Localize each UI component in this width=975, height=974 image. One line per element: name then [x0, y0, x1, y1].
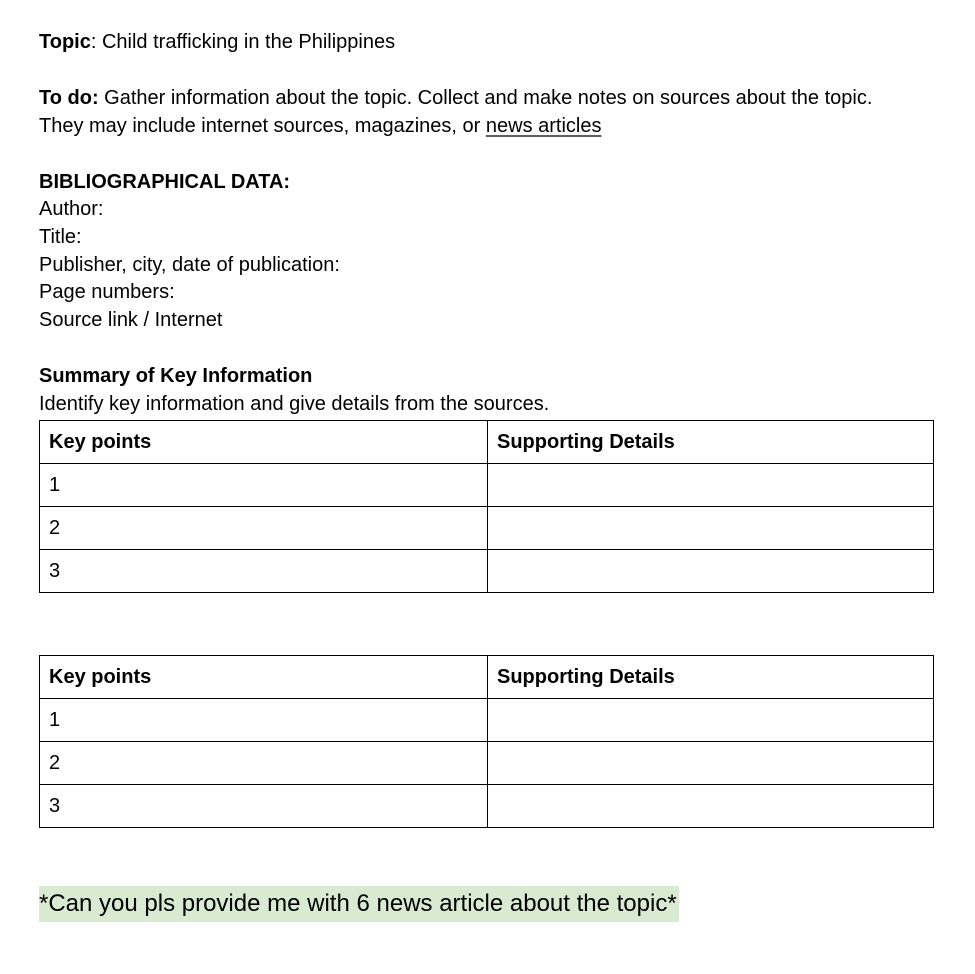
- supporting-detail-cell[interactable]: [488, 785, 934, 828]
- header-supporting-details: Supporting Details: [488, 656, 934, 699]
- key-points-table-1: [39, 420, 934, 593]
- summary-heading: Summary of Key Information: [39, 365, 313, 387]
- table-row: [40, 785, 934, 828]
- topic-line: [39, 30, 395, 54]
- todo-text: Gather information about the topic. Collect and make notes on sources about the topic.: [98, 87, 873, 109]
- table-row: [40, 507, 934, 550]
- key-point-cell[interactable]: 2: [40, 507, 488, 550]
- bibliography-heading: BIBLIOGRAPHICAL DATA:: [39, 171, 291, 193]
- todo-label: To do:: [39, 87, 99, 109]
- bibliography-page-numbers: Page numbers:: [39, 281, 175, 303]
- header-key-points: Key points: [40, 421, 488, 464]
- topic-label: Topic: [39, 31, 91, 53]
- key-point-cell[interactable]: 1: [40, 699, 488, 742]
- supporting-detail-cell[interactable]: [488, 742, 934, 785]
- bibliography-publisher: Publisher, city, date of publication:: [39, 254, 340, 276]
- supporting-detail-cell[interactable]: [488, 464, 934, 507]
- header-key-points: Key points: [40, 656, 488, 699]
- supporting-detail-cell[interactable]: [488, 507, 934, 550]
- topic-value: : Child trafficking in the Philippines: [90, 31, 396, 53]
- key-point-cell[interactable]: 1: [40, 464, 488, 507]
- key-point-cell[interactable]: 3: [40, 785, 488, 828]
- todo-line-2: [39, 114, 601, 138]
- todo-text-continued: They may include internet sources, magazines, or: [39, 115, 486, 137]
- bibliography-author: Author:: [39, 198, 104, 220]
- key-points-table-2: [39, 655, 934, 828]
- bibliography-title: Title:: [39, 226, 82, 248]
- table-header-row: [40, 656, 934, 699]
- todo-line-1: [39, 86, 872, 110]
- news-articles-link[interactable]: news articles: [485, 115, 602, 137]
- supporting-detail-cell[interactable]: [488, 550, 934, 593]
- table-row: [40, 699, 934, 742]
- key-point-cell[interactable]: 3: [40, 550, 488, 593]
- table-row: [40, 550, 934, 593]
- key-point-cell[interactable]: 2: [40, 742, 488, 785]
- header-supporting-details: Supporting Details: [488, 421, 934, 464]
- bibliography-source-link: Source link / Internet: [39, 309, 223, 331]
- table-row: [40, 742, 934, 785]
- table-header-row: [40, 421, 934, 464]
- supporting-detail-cell[interactable]: [488, 699, 934, 742]
- request-highlight: *Can you pls provide me with 6 news article about the topic*: [39, 886, 679, 922]
- table-row: [40, 464, 934, 507]
- summary-instruction: Identify key information and give details from the sources.: [39, 393, 550, 415]
